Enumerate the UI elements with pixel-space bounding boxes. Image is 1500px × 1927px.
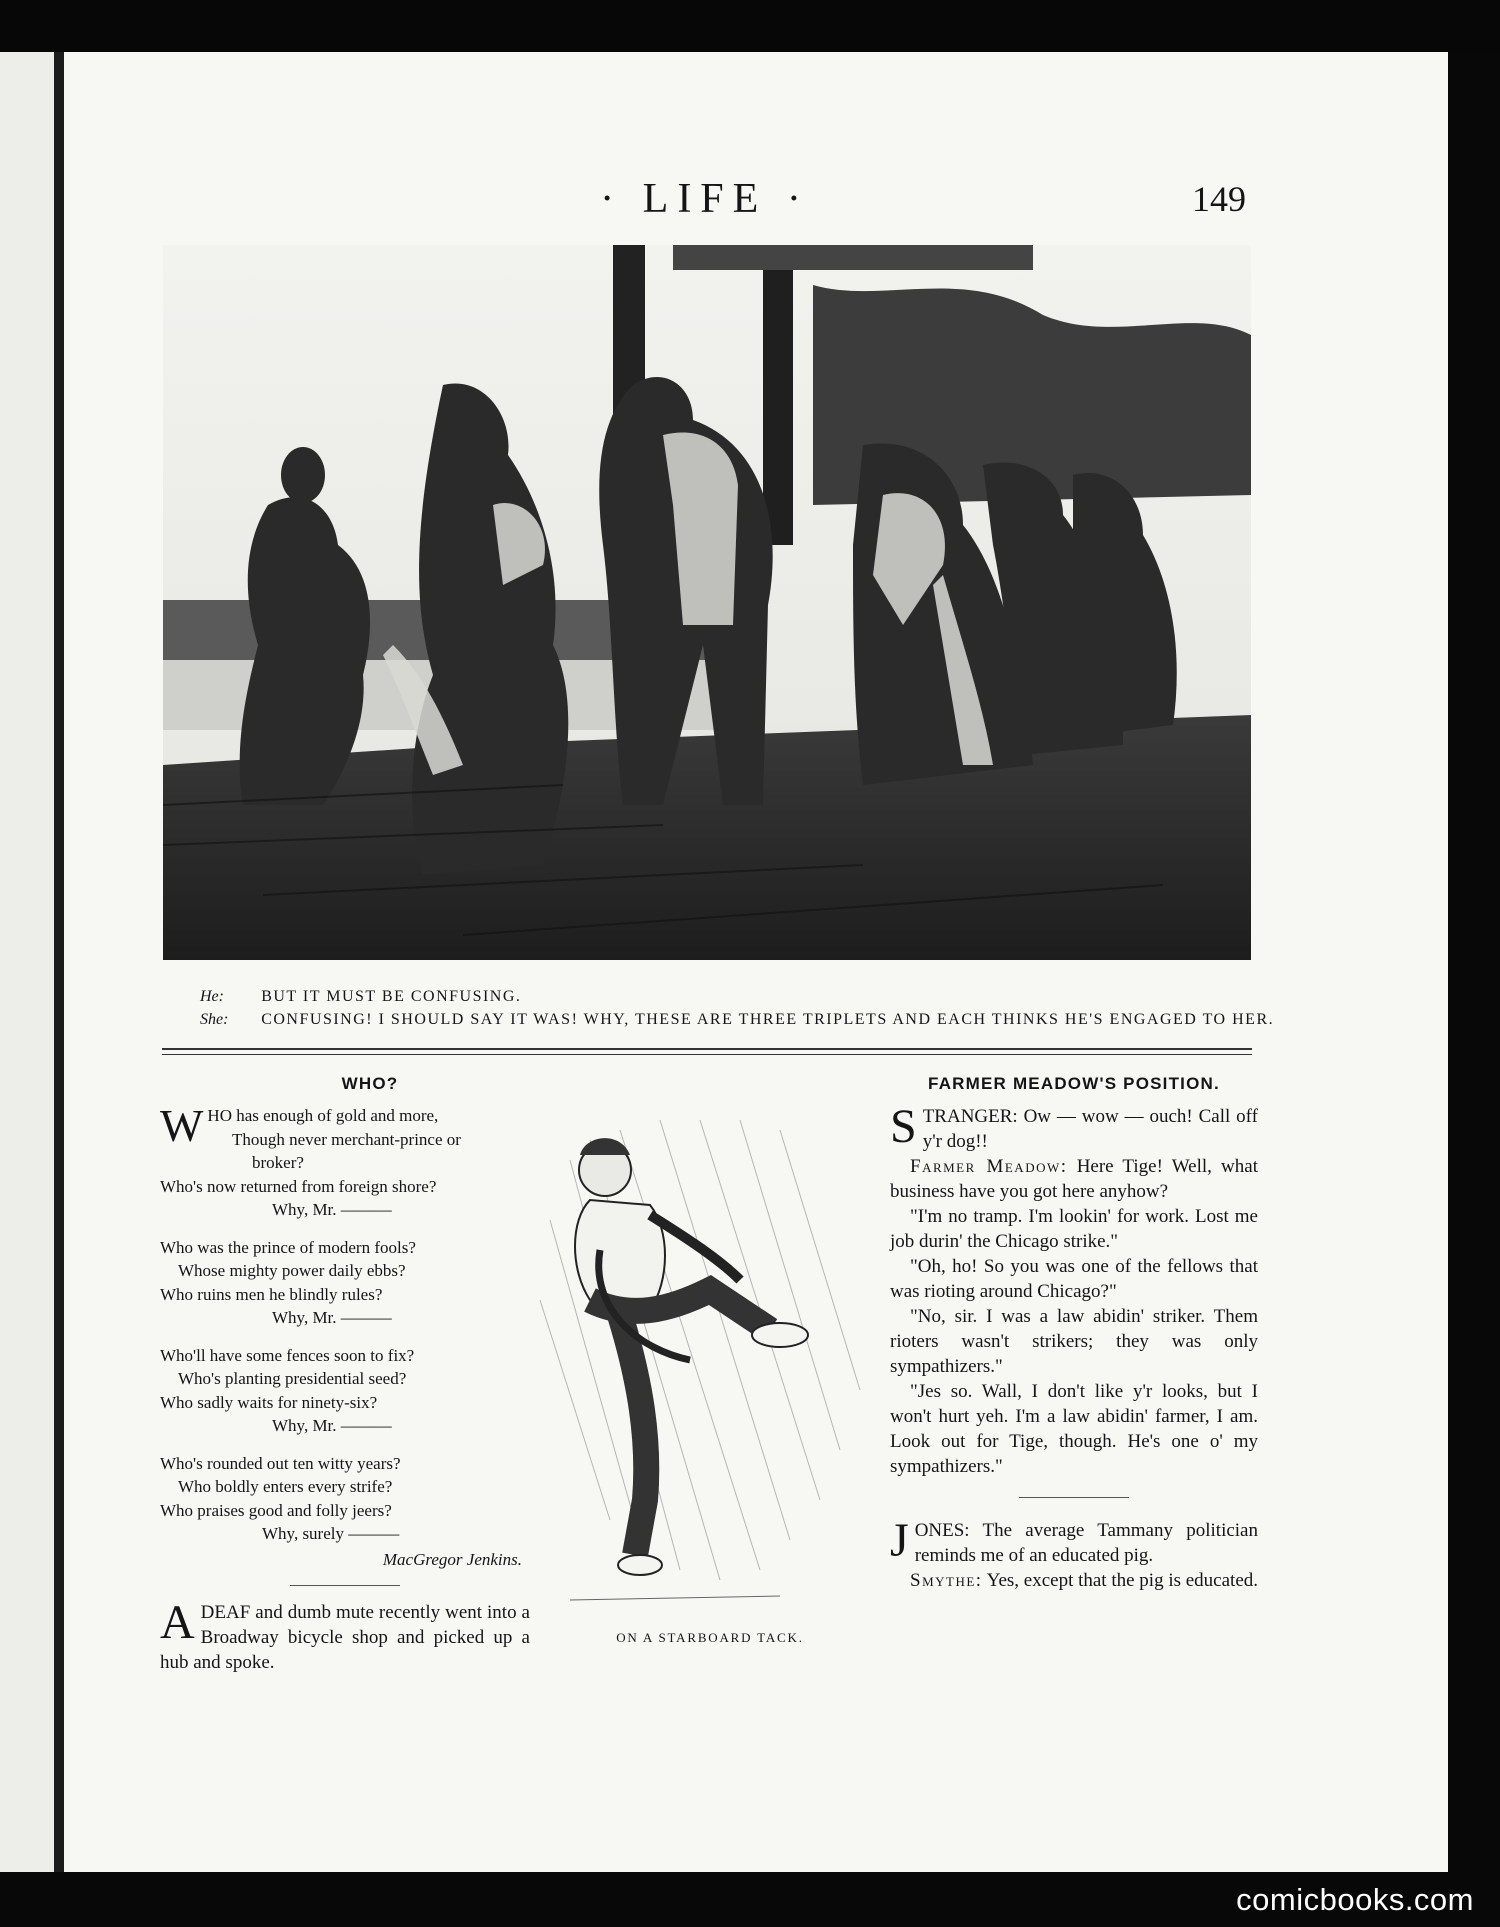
- poem-line: Why, surely ———: [262, 1524, 400, 1543]
- poem-author: MacGregor Jenkins.: [382, 1549, 522, 1569]
- watermark: comicbooks.com: [1236, 1882, 1474, 1917]
- poem-line: Who's planting presidential seed?: [178, 1369, 407, 1388]
- page-number: 149: [1192, 179, 1246, 219]
- farmer-p4: "Oh, ho! So you was one of the fellows that was rioting around Chicago?": [890, 1256, 1258, 1302]
- poem-line: Who was the prince of modern fools?: [160, 1237, 416, 1257]
- scan-border-right: [1448, 52, 1500, 1927]
- farmer-p2-speaker: Farmer Meadow:: [910, 1156, 1068, 1177]
- farmer-paragraph: [890, 1100, 1258, 1154]
- caption-he-line: [200, 988, 521, 1006]
- farmer-p1: TRANGER: Ow — wow — ouch! Call off y'r dog!!: [922, 1106, 1258, 1152]
- caption-he-text: BUT IT MUST BE CONFUSING.: [261, 988, 522, 1005]
- farmer-p2: Here Tige! Well, what business have you got here anyhow?: [890, 1156, 1258, 1202]
- deaf-joke-dropcap: A: [160, 1596, 195, 1649]
- middle-illustration-caption: ON A STARBOARD TACK.: [616, 1630, 804, 1645]
- farmer-p6: "Jes so. Wall, I don't like y'r looks, but I won't hurt yeh. I'm a law abidin' farmer, I am. Look out for Tige, though. He's one o' my sympathizers.": [890, 1381, 1258, 1477]
- jones-paragraph: [890, 1514, 1258, 1568]
- poem-line: Why, Mr. ———: [272, 1416, 392, 1435]
- left-column: [160, 1070, 530, 1675]
- farmer-title: FARMER MEADOW'S POSITION.: [928, 1074, 1220, 1093]
- masthead-title: · LIFE ·: [600, 176, 810, 222]
- starboard-tack-art: [530, 1100, 890, 1620]
- poem-line: Why, Mr. ———: [272, 1308, 392, 1327]
- poem-line: HO has enough of gold and more,: [207, 1106, 439, 1125]
- smythe-paragraph: [890, 1568, 1258, 1593]
- poem-line: Whose mighty power daily ebbs?: [178, 1261, 406, 1280]
- poem-line: Who's now returned from foreign shore?: [160, 1176, 437, 1196]
- ballroom-illustration: [163, 245, 1251, 960]
- poem-stanza: [160, 1236, 530, 1330]
- book-spine: [54, 52, 64, 1872]
- poem-title: WHO?: [341, 1074, 399, 1093]
- farmer-p5: "No, sir. I was a law abidin' striker. Them rioters wasn't strikers; they was only sympathizers.": [890, 1306, 1258, 1377]
- right-column: [890, 1070, 1258, 1593]
- poem-line: Why, Mr. ———: [272, 1200, 392, 1219]
- poem-stanza: [160, 1452, 530, 1546]
- poem-stanza: [160, 1100, 530, 1222]
- caption-she-line: [200, 1011, 1274, 1029]
- starboard-tack-illustration: [530, 1100, 890, 1620]
- divider-rule-top: [162, 1048, 1252, 1050]
- jones-text: ONES: The average Tammany politician reminds me of an educated pig.: [914, 1520, 1258, 1566]
- divider-rule-bottom: [162, 1054, 1252, 1055]
- poem-stanza: [160, 1344, 530, 1438]
- farmer-story: [890, 1100, 1258, 1479]
- smythe-text: Yes, except that the pig is educated.: [986, 1570, 1259, 1591]
- poem-line: Who boldly enters every strife?: [178, 1477, 393, 1496]
- poem-line: Who praises good and folly jeers?: [160, 1500, 392, 1520]
- section-divider: [290, 1585, 400, 1586]
- poem-line: Who sadly waits for ninety-six?: [160, 1392, 378, 1412]
- jones-dropcap: J: [890, 1514, 909, 1567]
- poem-dropcap: W: [160, 1100, 204, 1151]
- farmer-paragraph: [890, 1154, 1258, 1204]
- scan-border-top: [0, 0, 1500, 52]
- caption-she-label: She:: [200, 1011, 229, 1028]
- deaf-joke: [160, 1596, 530, 1675]
- poem-line: Who ruins men he blindly rules?: [160, 1284, 383, 1304]
- poem-body: [160, 1100, 530, 1571]
- poem-line: Who'll have some fences soon to fix?: [160, 1345, 415, 1365]
- poem-line: Who's rounded out ten witty years?: [160, 1453, 401, 1473]
- section-divider: [1019, 1497, 1129, 1498]
- farmer-p3: "I'm no tramp. I'm lookin' for work. Lost me job durin' the Chicago strike.": [890, 1206, 1258, 1252]
- farmer-dropcap: S: [890, 1100, 917, 1153]
- facing-page-edge: [0, 52, 58, 1872]
- caption-he-label: He:: [200, 988, 224, 1005]
- ballroom-illustration-art: [163, 245, 1251, 960]
- smythe-speaker: Smythe:: [910, 1570, 983, 1591]
- jones-joke: [890, 1514, 1259, 1593]
- caption-she-text: CONFUSING! I SHOULD SAY IT WAS! WHY, THESE ARE THREE TRIPLETS AND EACH THINKS HE'S ENGAGED TO HER.: [261, 1011, 1275, 1028]
- poem-line: Though never merchant-prince or: [232, 1129, 461, 1149]
- poem-line: broker?: [252, 1153, 304, 1172]
- deaf-joke-text: DEAF and dumb mute recently went into a Broadway bicycle shop and picked up a hub and spoke.: [160, 1602, 530, 1673]
